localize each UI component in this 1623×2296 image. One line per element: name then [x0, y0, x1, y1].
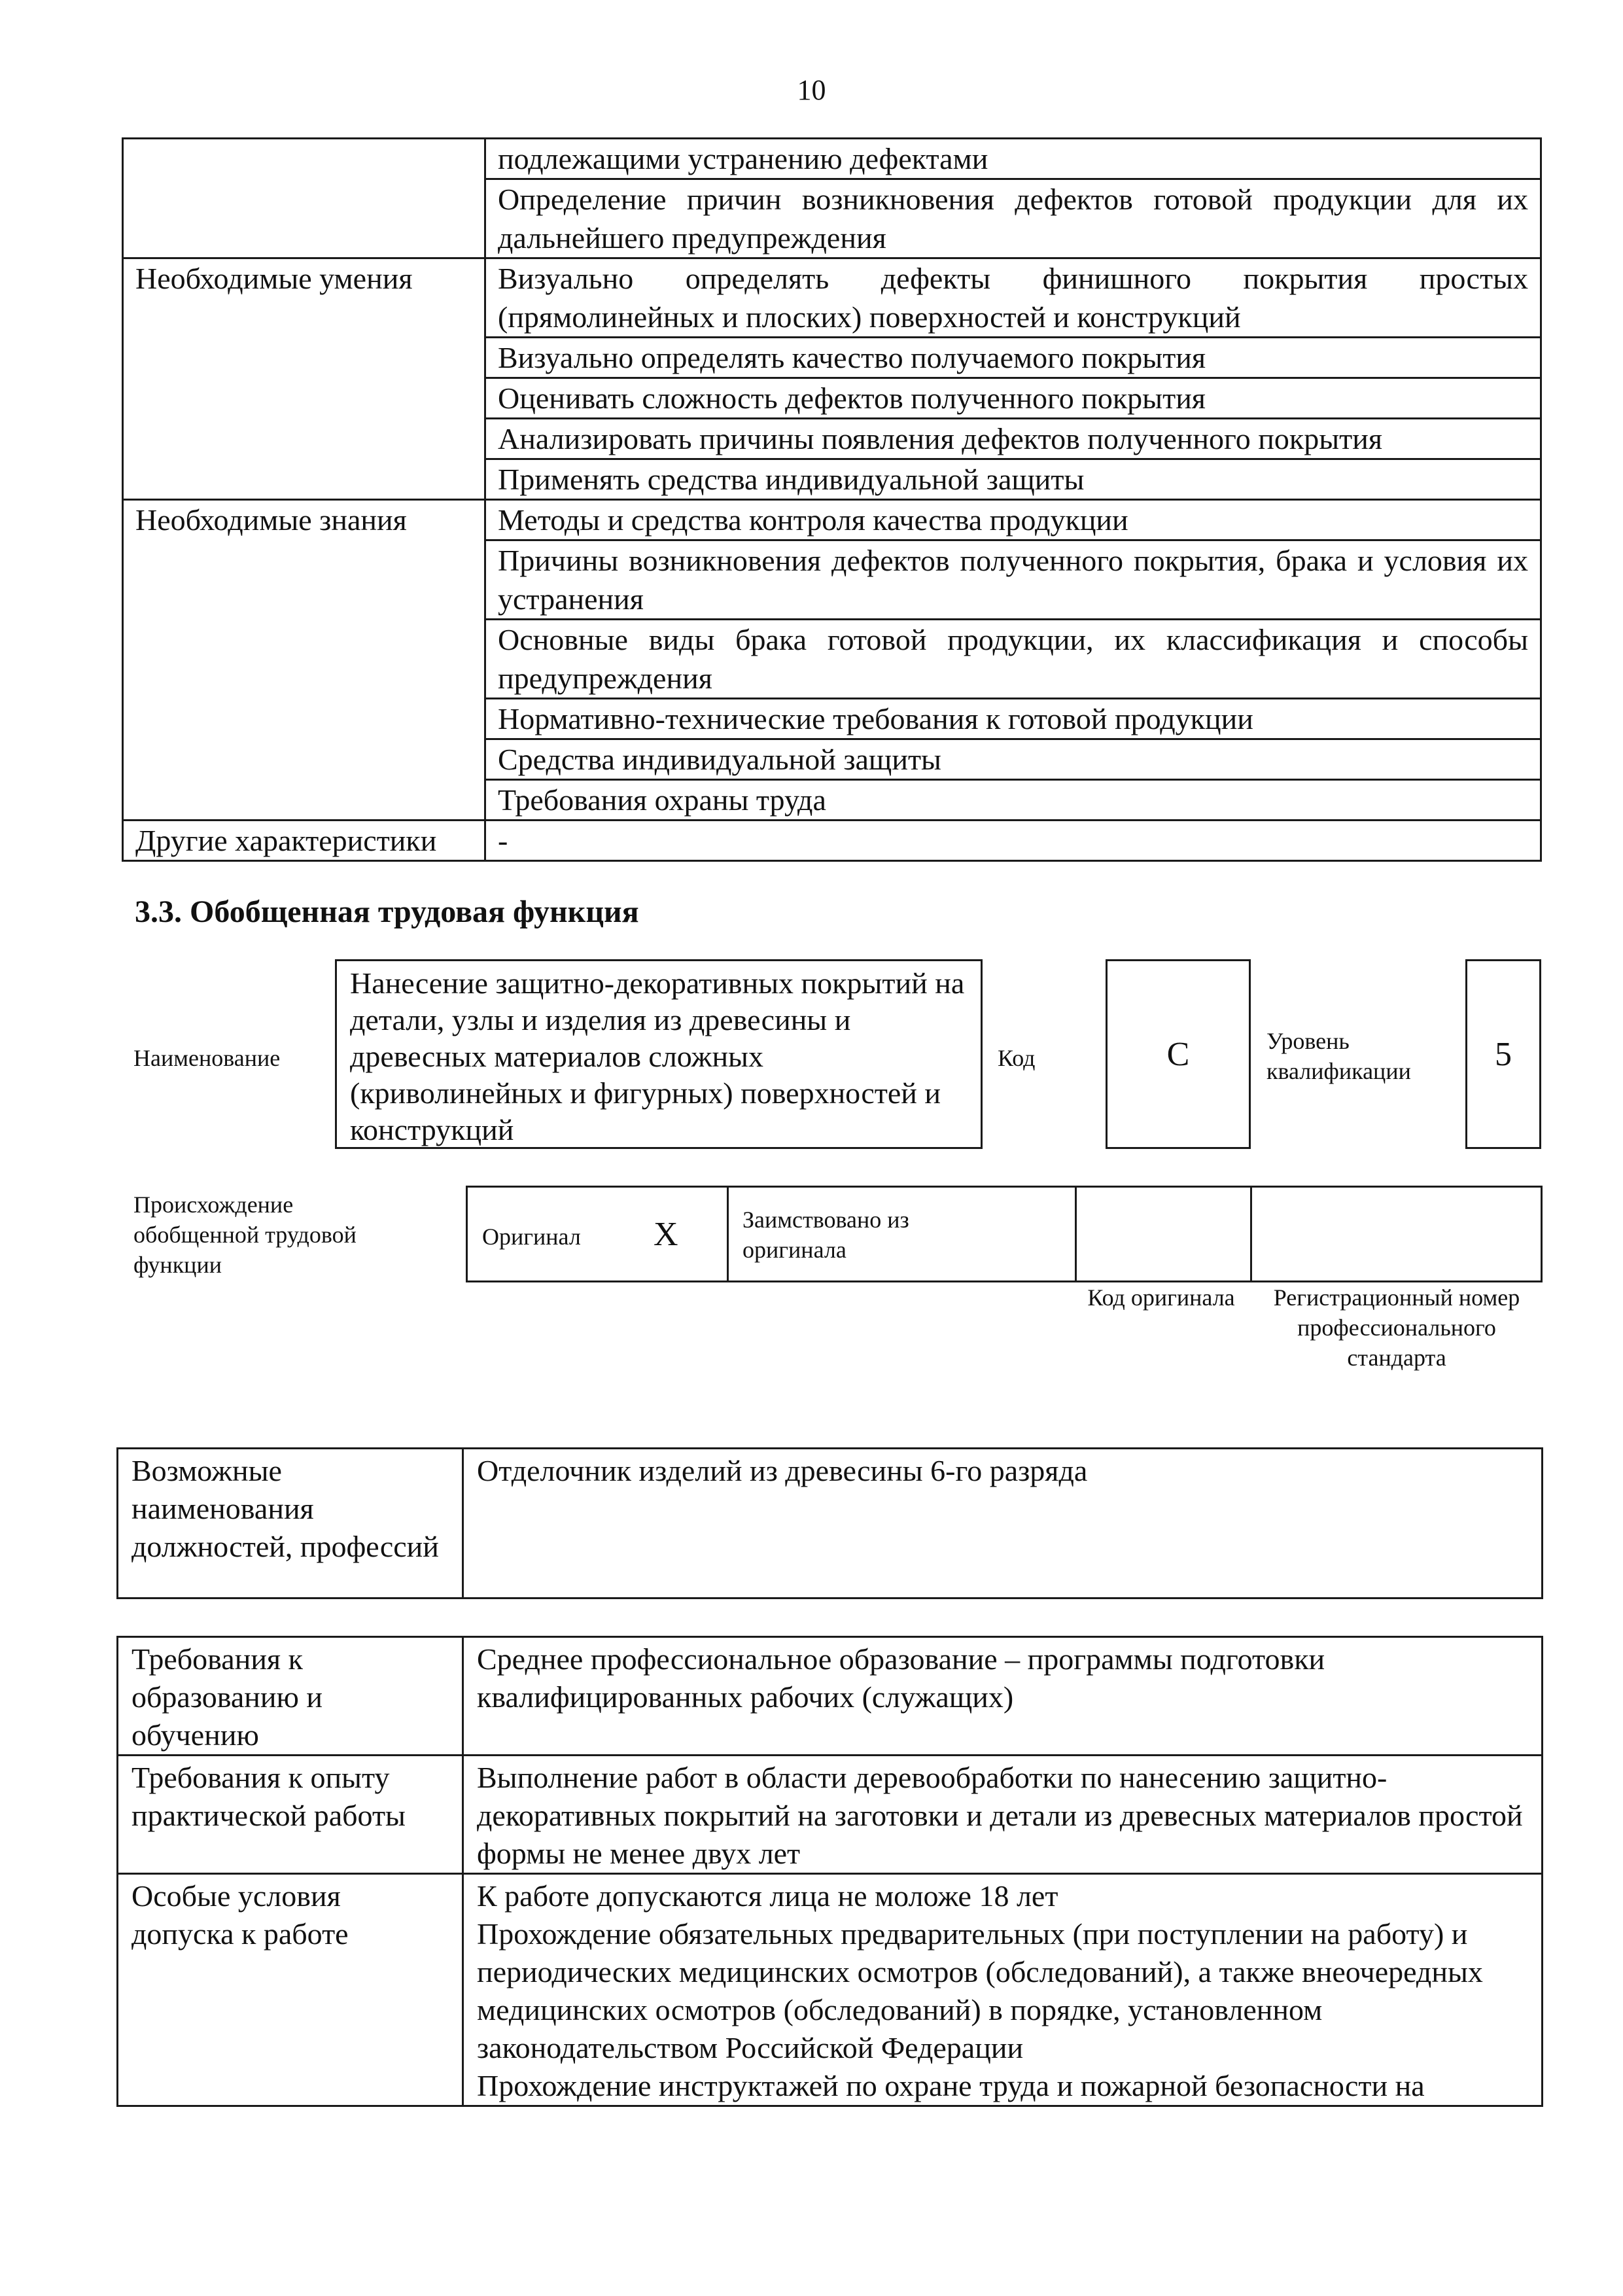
- divider: [1250, 1188, 1252, 1282]
- requirement-label: Требования к образованию и обучению: [118, 1637, 463, 1756]
- origin-label: Происхождение обобщенной трудовой функции: [133, 1192, 357, 1278]
- positions-value: Отделочник изделий из древесины 6-го разряда: [463, 1449, 1543, 1598]
- positions-table: [116, 1447, 1543, 1599]
- requirement-value: Среднее профессиональное образование – программы подготовки квалифицированных рабочих (служащих): [463, 1637, 1543, 1756]
- table-cell: Применять средства индивидуальной защиты: [485, 459, 1541, 500]
- table-cell: Анализировать причины появления дефектов полученного покрытия: [485, 419, 1541, 459]
- table-cell: Причины возникновения дефектов полученного покрытия, брака и условия их устранения: [485, 540, 1541, 620]
- table-row: [123, 821, 1541, 861]
- requirement-value: Выполнение работ в области деревообработки по нанесению защитно-декоративных покрытий на заготовки и детали из древесных материалов простой формы не менее двух лет: [463, 1756, 1543, 1874]
- skills-knowledge-table: [122, 137, 1542, 862]
- table-cell: Требования охраны труда: [485, 780, 1541, 821]
- requirements-table: [116, 1636, 1543, 2107]
- level-box: [1465, 959, 1541, 1149]
- code-value: C: [1166, 1035, 1190, 1073]
- section-heading: 3.3. Обобщенная трудовая функция: [135, 894, 639, 929]
- level-label: Уровень квалификации: [1266, 1028, 1411, 1084]
- divider: [1075, 1188, 1077, 1282]
- row-label: [123, 139, 485, 258]
- function-name-box: [335, 959, 983, 1149]
- original-mark: X: [654, 1216, 678, 1253]
- table-cell: подлежащими устранению дефектами: [485, 139, 1541, 179]
- row-label-other: Другие характеристики: [123, 821, 485, 861]
- table-row: [118, 1449, 1543, 1598]
- requirement-line: Прохождение обязательных предварительных (при поступлении на работу) и периодических медицинских осмотров (обследований), а также внеочередных медицинских осмотров (обследований) в порядке, установленном законодательством Российской Федерации: [477, 1917, 1483, 2064]
- function-name-value: Нанесение защитно-декоративных покрытий на детали, узлы и изделия из древесины и древесных материалов сложных (криволинейных и фигурных) поверхностей и конструкций: [350, 966, 965, 1146]
- positions-label: Возможные наименования должностей, профессий: [118, 1449, 463, 1598]
- original-label: Оригинал: [482, 1224, 581, 1250]
- table-cell: -: [485, 821, 1541, 861]
- requirement-label: Требования к опыту практической работы: [118, 1756, 463, 1874]
- requirement-value: [463, 1874, 1543, 2106]
- origin-box: [466, 1186, 1543, 1282]
- divider: [727, 1188, 729, 1282]
- reg-number-caption: Регистрационный номер профессионального стандарта: [1273, 1284, 1520, 1371]
- table-cell: Средства индивидуальной защиты: [485, 739, 1541, 780]
- code-label: Код: [998, 1045, 1036, 1071]
- table-cell: Основные виды брака готовой продукции, их классификация и способы предупреждения: [485, 620, 1541, 699]
- table-cell: Нормативно-технические требования к готовой продукции: [485, 699, 1541, 739]
- table-cell: Оценивать сложность дефектов полученного покрытия: [485, 378, 1541, 419]
- requirement-line: К работе допускаются лица не моложе 18 лет: [477, 1879, 1058, 1913]
- borrowed-label: Заимствовано из оригинала: [742, 1207, 909, 1263]
- row-label-skills: Необходимые умения: [123, 258, 485, 500]
- row-label-knowledge: Необходимые знания: [123, 500, 485, 821]
- table-row: [118, 1874, 1543, 2106]
- requirement-line: Прохождение инструктажей по охране труда и пожарной безопасности на: [477, 2069, 1425, 2102]
- page-number: 10: [797, 74, 826, 106]
- code-box: [1106, 959, 1251, 1149]
- table-row: [118, 1756, 1543, 1874]
- level-value: 5: [1495, 1035, 1512, 1073]
- table-cell: Определение причин возникновения дефектов готовой продукции для их дальнейшего предупреждения: [485, 179, 1541, 258]
- code-original-caption: Код оригинала: [1087, 1284, 1235, 1311]
- requirement-label: Особые условия допуска к работе: [118, 1874, 463, 2106]
- table-row: [118, 1637, 1543, 1756]
- table-row: [123, 139, 1541, 179]
- table-row: [123, 500, 1541, 540]
- table-cell: Визуально определять дефекты финишного покрытия простых (прямолинейных и плоских) поверхностей и конструкций: [485, 258, 1541, 338]
- name-label: Наименование: [133, 1045, 281, 1071]
- table-cell: Методы и средства контроля качества продукции: [485, 500, 1541, 540]
- table-row: [123, 258, 1541, 338]
- table-cell: Визуально определять качество получаемого покрытия: [485, 338, 1541, 378]
